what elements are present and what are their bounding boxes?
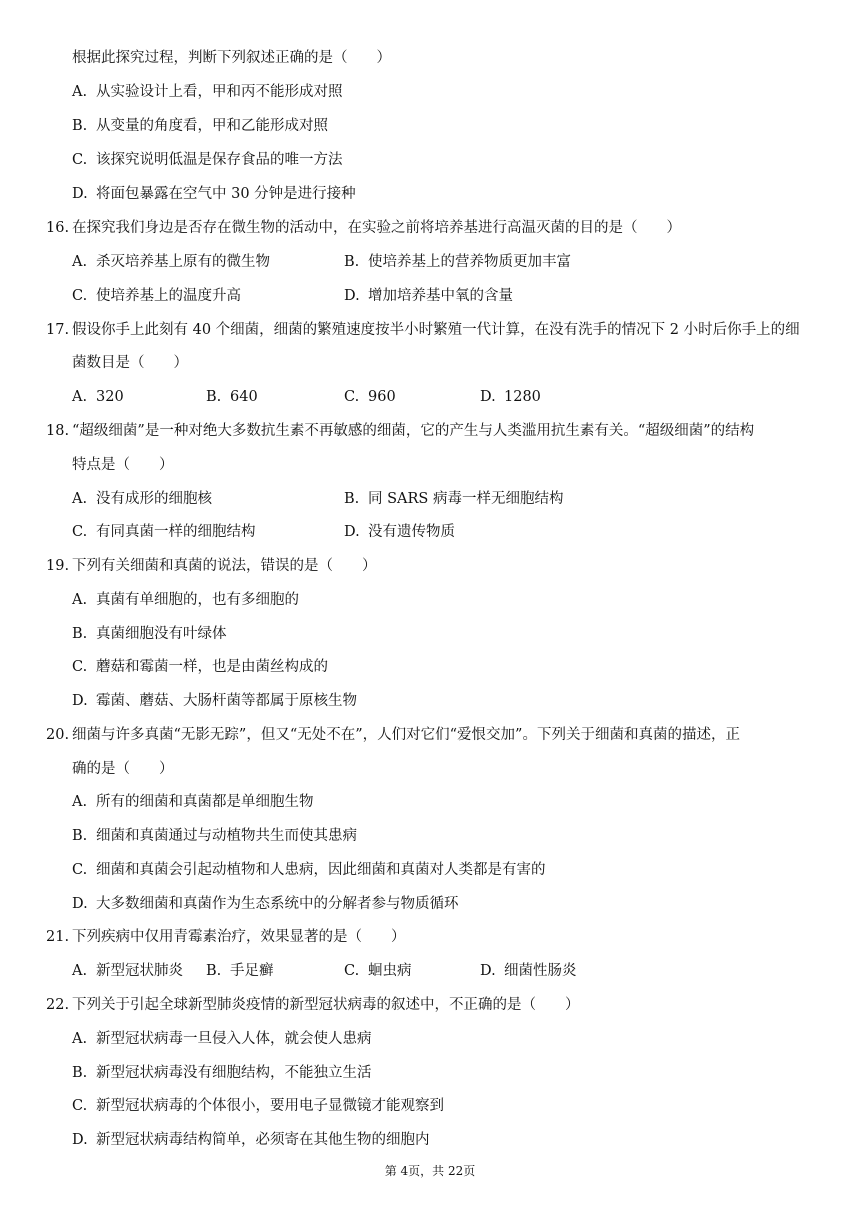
q20-option-b: B. 细菌和真菌通过与动植物共生而使其患病: [72, 828, 357, 844]
q21-option-d: D. 细菌性肠炎: [480, 963, 577, 979]
q20-option-d: D. 大多数细菌和真菌作为生态系统中的分解者参与物质循环: [72, 896, 459, 912]
q19-option-a: A. 真菌有单细胞的，也有多细胞的: [72, 592, 299, 608]
q21-option-b: B. 手足癣: [206, 963, 274, 979]
q17-option-a: A. 320: [72, 389, 124, 405]
q15-option-d: D. 将面包暴露在空气中 30 分钟是进行接种: [72, 186, 356, 202]
q18-option-b: B. 同 SARS 病毒一样无细胞结构: [344, 491, 564, 507]
q22-option-d: D. 新型冠状病毒结构简单，必须寄在其他生物的细胞内: [72, 1132, 430, 1148]
q22-option-c: C. 新型冠状病毒的个体很小，要用电子显微镜才能观察到: [72, 1098, 444, 1114]
q17-option-b: B. 640: [206, 389, 258, 405]
q20-option-c: C. 细菌和真菌会引起动植物和人患病，因此细菌和真菌对人类都是有害的: [72, 862, 546, 878]
q20-stem-cont: 确的是（ ）: [72, 761, 174, 777]
q21-option-c: C. 蛔虫病: [344, 963, 412, 979]
q19-stem: 19. 下列有关细菌和真菌的说法，错误的是（ ）: [46, 558, 377, 574]
q16-option-b: B. 使培养基上的营养物质更加丰富: [344, 254, 571, 270]
q19-option-c: C. 蘑菇和霉菌一样，也是由菌丝构成的: [72, 659, 328, 675]
q17-option-c: C. 960: [344, 389, 396, 405]
q20-option-a: A. 所有的细菌和真菌都是单细胞生物: [72, 794, 314, 810]
q19-option-d: D. 霉菌、蘑菇、大肠杆菌等都属于原核生物: [72, 693, 357, 709]
q15-stem: 根据此探究过程，判断下列叙述正确的是（ ）: [72, 50, 391, 66]
q16-option-c: C. 使培养基上的温度升高: [72, 288, 241, 304]
q18-stem: 18. “超级细菌”是一种对绝大多数抗生素不再敏感的细菌，它的产生与人类滥用抗生素有关。“超级细菌”的结构: [46, 423, 755, 439]
page-footer: 第 4页，共 22页: [384, 1164, 476, 1178]
q17-option-d: D. 1280: [480, 389, 541, 405]
q17-stem-cont: 菌数目是（ ）: [72, 355, 188, 371]
q20-stem: 20. 细菌与许多真菌“无影无踪”，但又“无处不在”，人们对它们“爱恨交加”。下列关于细菌和真菌的描述，正: [46, 727, 740, 743]
q22-stem: 22. 下列关于引起全球新型肺炎疫情的新型冠状病毒的叙述中，不正确的是（ ）: [46, 997, 580, 1013]
q21-option-a: A. 新型冠状肺炎: [72, 963, 183, 979]
q18-option-a: A. 没有成形的细胞核: [72, 491, 212, 507]
q18-stem-cont: 特点是（ ）: [72, 457, 174, 473]
q15-option-c: C. 该探究说明低温是保存食品的唯一方法: [72, 152, 343, 168]
q17-stem: 17. 假设你手上此刻有 40 个细菌，细菌的繁殖速度按半小时繁殖一代计算，在没有洗手的情况下 2 小时后你手上的细: [46, 322, 800, 338]
q16-option-d: D. 增加培养基中氧的含量: [344, 288, 513, 304]
q18-option-d: D. 没有遗传物质: [344, 524, 455, 540]
q19-option-b: B. 真菌细胞没有叶绿体: [72, 626, 227, 642]
q22-option-b: B. 新型冠状病毒没有细胞结构，不能独立生活: [72, 1065, 372, 1081]
q15-option-b: B. 从变量的角度看，甲和乙能形成对照: [72, 118, 328, 134]
q22-option-a: A. 新型冠状病毒一旦侵入人体，就会使人患病: [72, 1031, 372, 1047]
q21-stem: 21. 下列疾病中仅用青霉素治疗，效果显著的是（ ）: [46, 929, 406, 945]
q15-option-a: A. 从实验设计上看，甲和丙不能形成对照: [72, 84, 343, 100]
q16-stem: 16. 在探究我们身边是否存在微生物的活动中，在实验之前将培养基进行高温灭菌的目的是（ ）: [46, 220, 681, 236]
q18-option-c: C. 有同真菌一样的细胞结构: [72, 524, 256, 540]
q16-option-a: A. 杀灭培养基上原有的微生物: [72, 254, 270, 270]
